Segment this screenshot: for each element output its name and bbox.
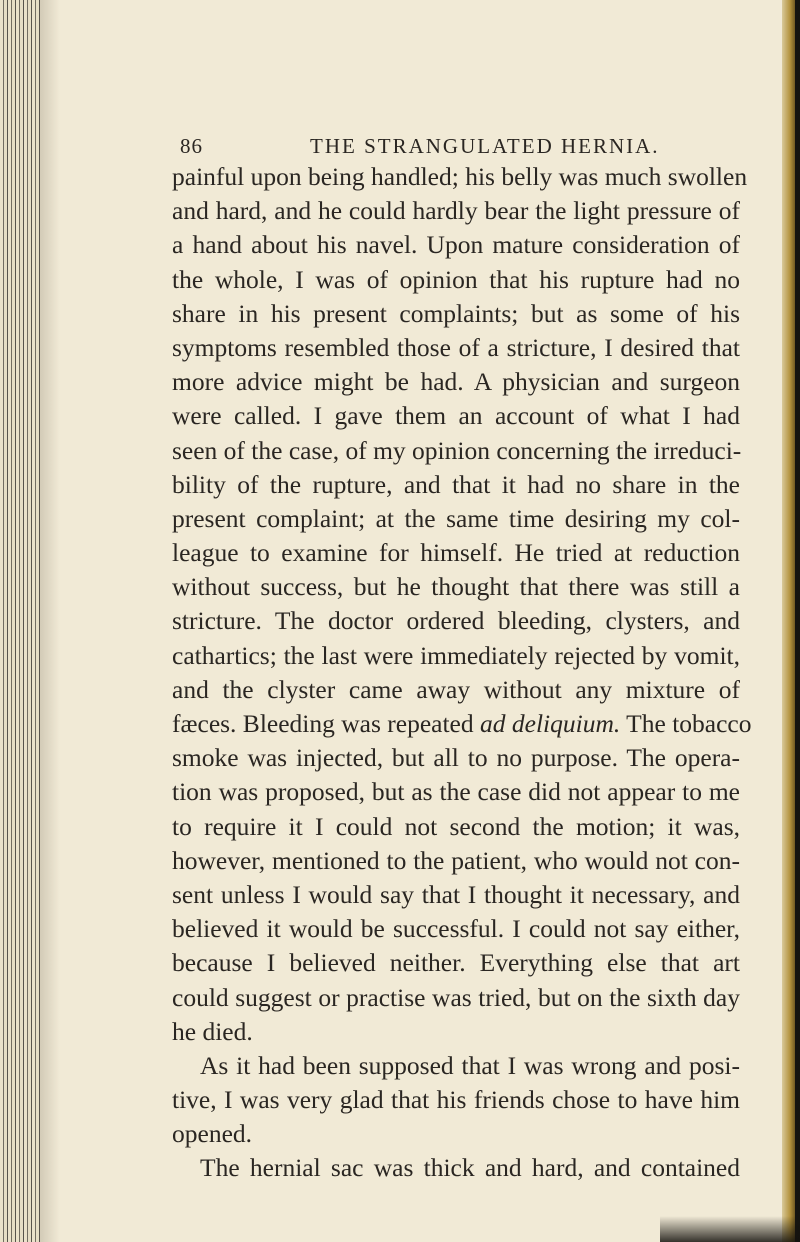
gutter-shadow: [40, 0, 60, 1242]
text-line: seen of the case, of my opinion concerning the irreduci-: [172, 435, 742, 465]
page-number: 86: [180, 134, 203, 158]
binding-edge: [0, 0, 40, 1242]
text-line: opened.: [172, 1119, 253, 1149]
text-line: stricture. The doctor ordered bleeding, clysters, and: [172, 606, 740, 636]
text-line: were called. I gave them an account of what I had: [172, 401, 740, 431]
corner-shadow: [660, 1216, 800, 1242]
italic-phrase: ad deliquium.: [480, 709, 621, 738]
text-line: sent unless I would say that I thought it necessary, and: [172, 879, 740, 909]
text-line: could suggest or practise was tried, but on the sixth day: [172, 982, 740, 1012]
text-line: tion was proposed, but as the case did not appear to me: [172, 777, 740, 807]
text-line: league to examine for himself. He tried at reduction: [172, 538, 740, 568]
page-edge-dark: [795, 0, 800, 1242]
text-line: symptoms resembled those of a stricture, I desired that: [172, 332, 740, 362]
text-line: As it had been supposed that I was wrong and posi-: [200, 1050, 740, 1080]
text-line: The hernial sac was thick and hard, and contained: [200, 1153, 740, 1183]
running-title: THE STRANGULATED HERNIA.: [310, 134, 660, 158]
text-line: and hard, and he could hardly bear the light pressure of: [172, 196, 740, 226]
text-line: because I believed neither. Everything else that art: [172, 948, 740, 978]
text-line: the whole, I was of opinion that his rupture had no: [172, 264, 740, 294]
text-line: tive, I was very glad that his friends chose to have him: [172, 1085, 740, 1115]
text-line: and the clyster came away without any mixture of: [172, 674, 740, 704]
text-line: believed it would be successful. I could not say either,: [172, 914, 740, 944]
text-segment: The tobacco: [620, 709, 752, 738]
text-line: bility of the rupture, and that it had no share in the: [172, 469, 740, 499]
text-line: more advice might be had. A physician and surgeon: [172, 367, 740, 397]
text-line: to require it I could not second the motion; it was,: [172, 811, 740, 841]
text-line: cathartics; the last were immediately rejected by vomit,: [172, 640, 740, 670]
body-text: [172, 160, 752, 1186]
text-line: a hand about his navel. Upon mature consideration of: [172, 230, 740, 260]
text-segment: fæces. Bleeding was repeated: [172, 709, 474, 738]
text-line: he died.: [172, 1016, 253, 1046]
text-line: however, mentioned to the patient, who would not con-: [172, 845, 740, 875]
text-line-with-italic: [172, 707, 752, 741]
text-line: share in his present complaints; but as some of his: [172, 298, 740, 328]
text-line: smoke was injected, but all to no purpose. The opera-: [172, 743, 740, 773]
text-line: without success, but he thought that there was still a: [172, 572, 740, 602]
text-line: present complaint; at the same time desiring my col-: [172, 503, 740, 533]
text-line: painful upon being handled; his belly was much swollen: [172, 162, 748, 191]
